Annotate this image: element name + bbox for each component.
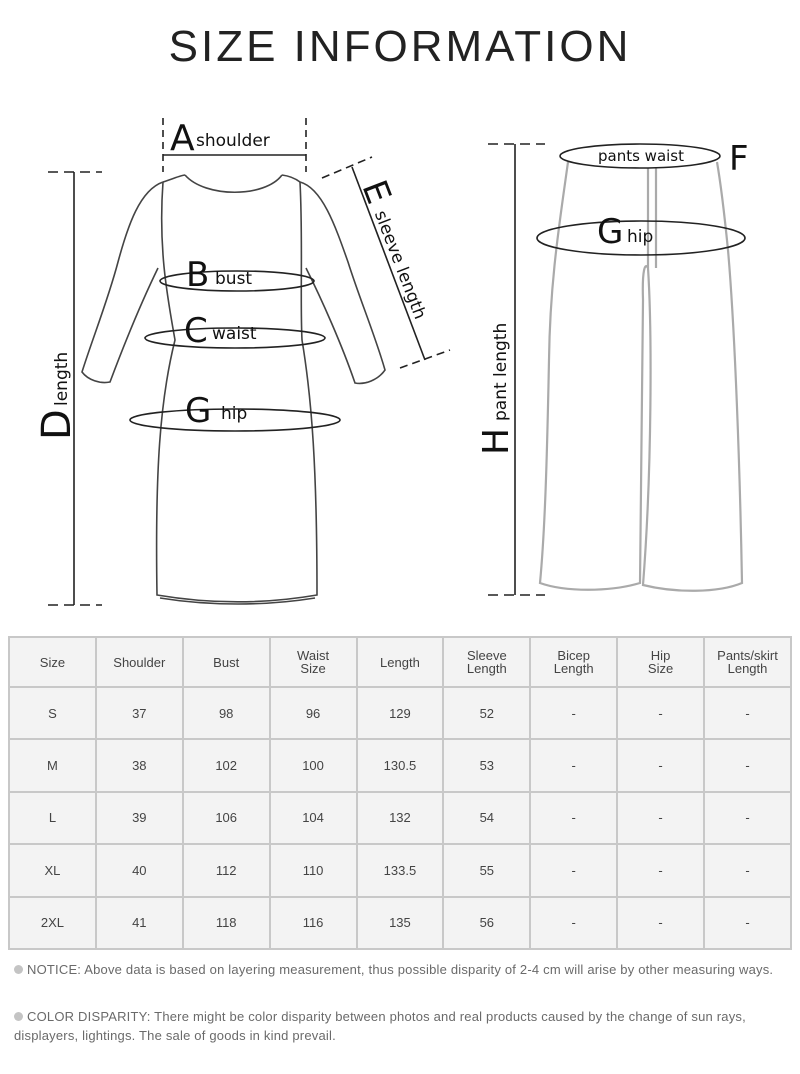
table-cell: 110: [270, 844, 357, 896]
label-g-letter: G: [185, 391, 212, 431]
table-cell: 98: [183, 687, 270, 739]
label-b-text: bust: [215, 269, 253, 289]
table-row: [9, 687, 791, 739]
table-cell: 106: [183, 792, 270, 844]
header-size: Size: [9, 637, 96, 687]
header-length: Length: [357, 637, 444, 687]
dress-neckline: [185, 175, 282, 192]
table-cell: S: [9, 687, 96, 739]
table-cell: 41: [96, 897, 183, 949]
table-cell: 112: [183, 844, 270, 896]
label-b-letter: B: [186, 255, 210, 295]
table-cell: 55: [443, 844, 530, 896]
label-f-text: pants waist: [598, 147, 685, 165]
table-cell: 133.5: [357, 844, 444, 896]
table-cell: -: [704, 739, 791, 791]
table-cell: 54: [443, 792, 530, 844]
label-a-text: shoulder: [196, 131, 270, 151]
label-h-letter: H: [476, 427, 517, 455]
table-cell: -: [617, 792, 704, 844]
label-pants-g-text: hip: [627, 227, 654, 247]
notice-note: NOTICE: Above data is based on layering measurement, thus possible disparity of 2-4 cm will arise by other measuring ways.: [14, 960, 780, 979]
label-d-text: length: [52, 351, 72, 406]
table-row: [9, 844, 791, 896]
header-pants-skirt-length: Pants/skirt Length: [704, 637, 791, 687]
header-hip-size: Hip Size: [617, 637, 704, 687]
table-cell: M: [9, 739, 96, 791]
table-cell: 52: [443, 687, 530, 739]
table-row: [9, 897, 791, 949]
label-c-text: waist: [212, 324, 257, 344]
table-cell: 100: [270, 739, 357, 791]
size-table: [8, 636, 792, 950]
label-e-text: sleeve length: [369, 207, 430, 323]
table-cell: -: [704, 897, 791, 949]
table-cell: L: [9, 792, 96, 844]
header-sleeve-length: Sleeve Length: [443, 637, 530, 687]
header-shoulder: Shoulder: [96, 637, 183, 687]
label-d-letter: D: [34, 409, 80, 440]
table-cell: 40: [96, 844, 183, 896]
table-cell: 39: [96, 792, 183, 844]
dress-left-sleeve: [82, 182, 163, 383]
table-cell: 130.5: [357, 739, 444, 791]
dress-outline: [157, 182, 317, 602]
table-cell: -: [704, 687, 791, 739]
table-cell: -: [530, 844, 617, 896]
table-cell: -: [530, 897, 617, 949]
table-cell: 56: [443, 897, 530, 949]
bullet-icon: [14, 965, 23, 974]
label-e-letter: E: [353, 174, 399, 210]
table-cell: -: [617, 844, 704, 896]
table-cell: 129: [357, 687, 444, 739]
table-cell: 38: [96, 739, 183, 791]
table-cell: XL: [9, 844, 96, 896]
table-cell: -: [530, 792, 617, 844]
table-row: [9, 792, 791, 844]
label-f-letter: F: [729, 139, 749, 179]
label-a-letter: A: [170, 118, 195, 159]
header-bust: Bust: [183, 637, 270, 687]
table-cell: 116: [270, 897, 357, 949]
dress-illustration: [82, 175, 385, 604]
table-cell: 132: [357, 792, 444, 844]
table-cell: 135: [357, 897, 444, 949]
table-cell: 102: [183, 739, 270, 791]
table-cell: -: [530, 687, 617, 739]
header-bicep-length: Bicep Length: [530, 637, 617, 687]
table-cell: -: [530, 739, 617, 791]
label-c-letter: C: [184, 311, 208, 351]
table-cell: -: [704, 792, 791, 844]
table-cell: 104: [270, 792, 357, 844]
table-cell: 2XL: [9, 897, 96, 949]
header-waist-size: Waist Size: [270, 637, 357, 687]
label-g-text: hip: [221, 404, 248, 424]
bullet-icon: [14, 1012, 23, 1021]
table-cell: 118: [183, 897, 270, 949]
table-cell: -: [704, 844, 791, 896]
table-cell: -: [617, 897, 704, 949]
label-h-text: pant length: [491, 322, 511, 421]
table-cell: -: [617, 687, 704, 739]
label-pants-g-letter: G: [597, 212, 624, 252]
table-cell: -: [617, 739, 704, 791]
color-disparity-note: COLOR DISPARITY: There might be color disparity between photos and real products caused by the change of sun rays, displayers, lightings. The sale of goods in kind prevail.: [14, 1009, 746, 1043]
table-header-row: [9, 637, 791, 687]
table-cell: 96: [270, 687, 357, 739]
table-cell: 53: [443, 739, 530, 791]
page-title: SIZE INFORMATION: [168, 22, 632, 71]
table-row: [9, 739, 791, 791]
table-cell: 37: [96, 687, 183, 739]
